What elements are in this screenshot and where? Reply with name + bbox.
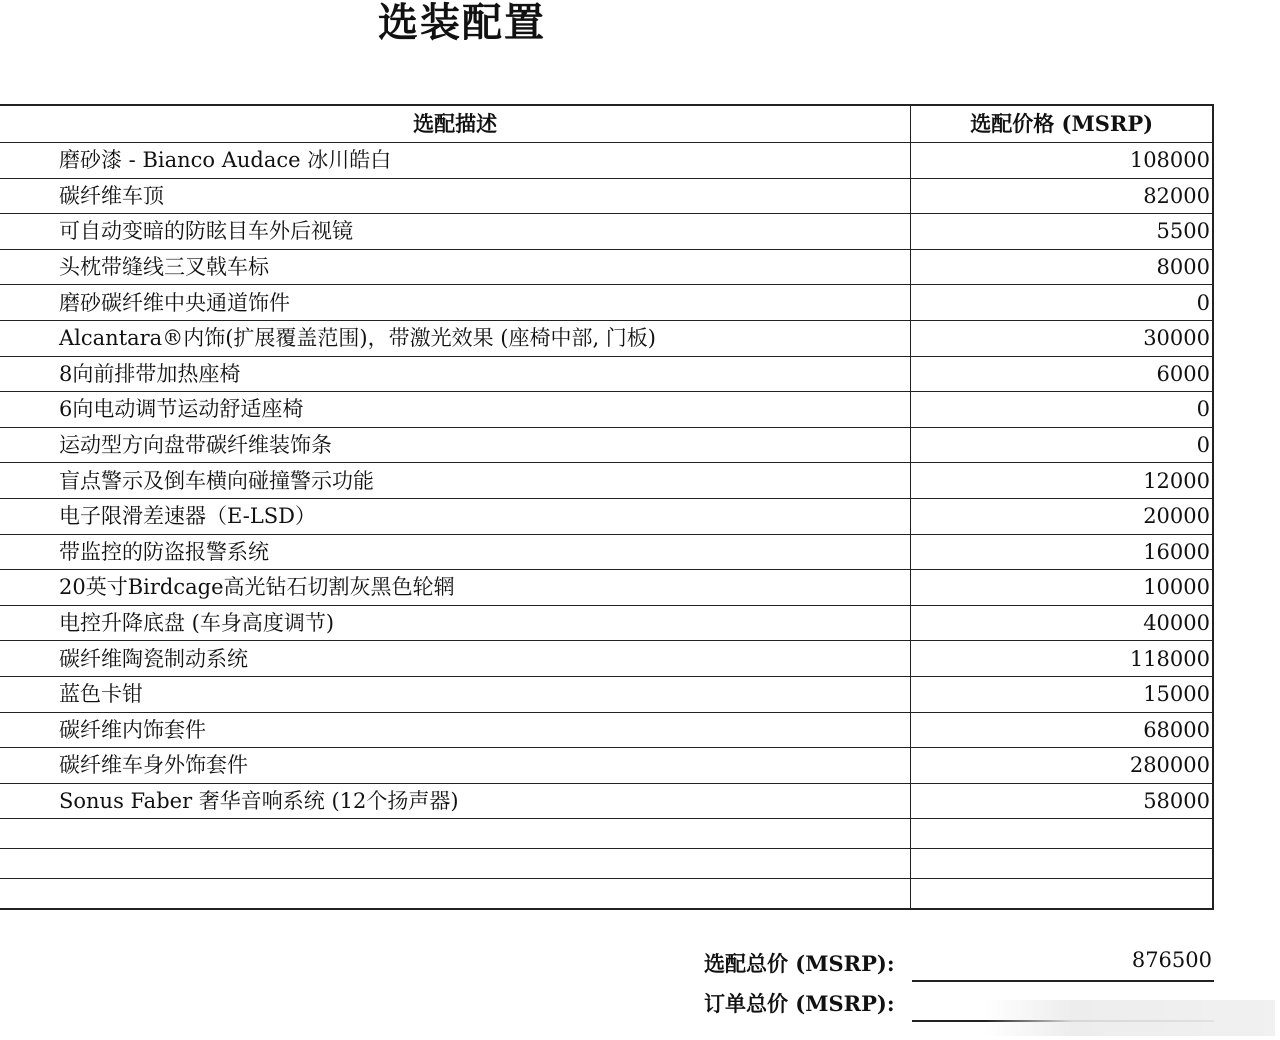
option-description: 20英寸Birdcage高光钻石切割灰黑色轮辋 xyxy=(0,570,911,606)
options-total-label: 选配总价 (MSRP): xyxy=(704,951,895,976)
option-price: 5500 xyxy=(911,214,1213,250)
option-price: 0 xyxy=(911,427,1213,463)
table-row xyxy=(0,392,1213,428)
table-row xyxy=(0,748,1213,784)
option-description: 6向电动调节运动舒适座椅 xyxy=(0,392,911,428)
empty-cell xyxy=(911,879,1213,910)
header-price: 选配价格 (MSRP) xyxy=(911,105,1213,143)
option-description: 磨砂漆 - Bianco Audace 冰川皓白 xyxy=(0,143,911,179)
table-row xyxy=(0,356,1213,392)
option-price: 10000 xyxy=(911,570,1213,606)
empty-row xyxy=(0,879,1213,910)
option-description: 碳纤维车顶 xyxy=(0,178,911,214)
option-description: 盲点警示及倒车横向碰撞警示功能 xyxy=(0,463,911,499)
table-row xyxy=(0,143,1213,179)
option-description: 磨砂碳纤维中央通道饰件 xyxy=(0,285,911,321)
option-description: 可自动变暗的防眩目车外后视镜 xyxy=(0,214,911,250)
option-price: 15000 xyxy=(911,676,1213,712)
option-price: 40000 xyxy=(911,605,1213,641)
options-total-value: 876500 xyxy=(1131,948,1212,972)
option-price: 0 xyxy=(911,392,1213,428)
option-description: 带监控的防盗报警系统 xyxy=(0,534,911,570)
empty-cell xyxy=(0,879,911,910)
option-description: 运动型方向盘带碳纤维装饰条 xyxy=(0,427,911,463)
option-description: Sonus Faber 奢华音响系统 (12个扬声器) xyxy=(0,783,911,819)
table-row xyxy=(0,498,1213,534)
blur-overlay xyxy=(985,1000,1275,1036)
table-header-row xyxy=(0,105,1213,143)
table-row xyxy=(0,641,1213,677)
option-price: 280000 xyxy=(911,748,1213,784)
option-price: 6000 xyxy=(911,356,1213,392)
options-table xyxy=(0,104,1214,910)
option-price: 58000 xyxy=(911,783,1213,819)
table-row xyxy=(0,676,1213,712)
order-total-label: 订单总价 (MSRP): xyxy=(704,991,895,1016)
empty-cell xyxy=(0,819,911,849)
table-row xyxy=(0,463,1213,499)
options-total-row xyxy=(0,940,1280,980)
option-description: 电子限滑差速器（E-LSD） xyxy=(0,498,911,534)
table-row xyxy=(0,178,1213,214)
option-price: 20000 xyxy=(911,498,1213,534)
option-description: 碳纤维车身外饰套件 xyxy=(0,748,911,784)
option-price: 8000 xyxy=(911,249,1213,285)
option-description: 碳纤维内饰套件 xyxy=(0,712,911,748)
option-price: 30000 xyxy=(911,320,1213,356)
table-row xyxy=(0,285,1213,321)
option-price: 12000 xyxy=(911,463,1213,499)
table-row xyxy=(0,783,1213,819)
table-row xyxy=(0,570,1213,606)
option-description: 电控升降底盘 (车身高度调节) xyxy=(0,605,911,641)
empty-cell xyxy=(911,849,1213,879)
table-row xyxy=(0,249,1213,285)
empty-cell xyxy=(0,849,911,879)
header-description: 选配描述 xyxy=(0,105,911,143)
option-price: 0 xyxy=(911,285,1213,321)
table-row xyxy=(0,534,1213,570)
option-price: 16000 xyxy=(911,534,1213,570)
table-row xyxy=(0,605,1213,641)
table-row xyxy=(0,712,1213,748)
option-price: 82000 xyxy=(911,178,1213,214)
empty-row xyxy=(0,819,1213,849)
empty-cell xyxy=(911,819,1213,849)
table-row xyxy=(0,427,1213,463)
page-title: 选装配置 xyxy=(378,0,546,46)
option-price: 118000 xyxy=(911,641,1213,677)
empty-row xyxy=(0,849,1213,879)
option-description: 碳纤维陶瓷制动系统 xyxy=(0,641,911,677)
option-description: 头枕带缝线三叉戟车标 xyxy=(0,249,911,285)
option-description: Alcantara®内饰(扩展覆盖范围)，带激光效果 (座椅中部, 门板) xyxy=(0,320,911,356)
option-price: 68000 xyxy=(911,712,1213,748)
option-description: 8向前排带加热座椅 xyxy=(0,356,911,392)
table-row xyxy=(0,214,1213,250)
option-price: 108000 xyxy=(911,143,1213,179)
option-description: 蓝色卡钳 xyxy=(0,676,911,712)
table-row xyxy=(0,320,1213,356)
